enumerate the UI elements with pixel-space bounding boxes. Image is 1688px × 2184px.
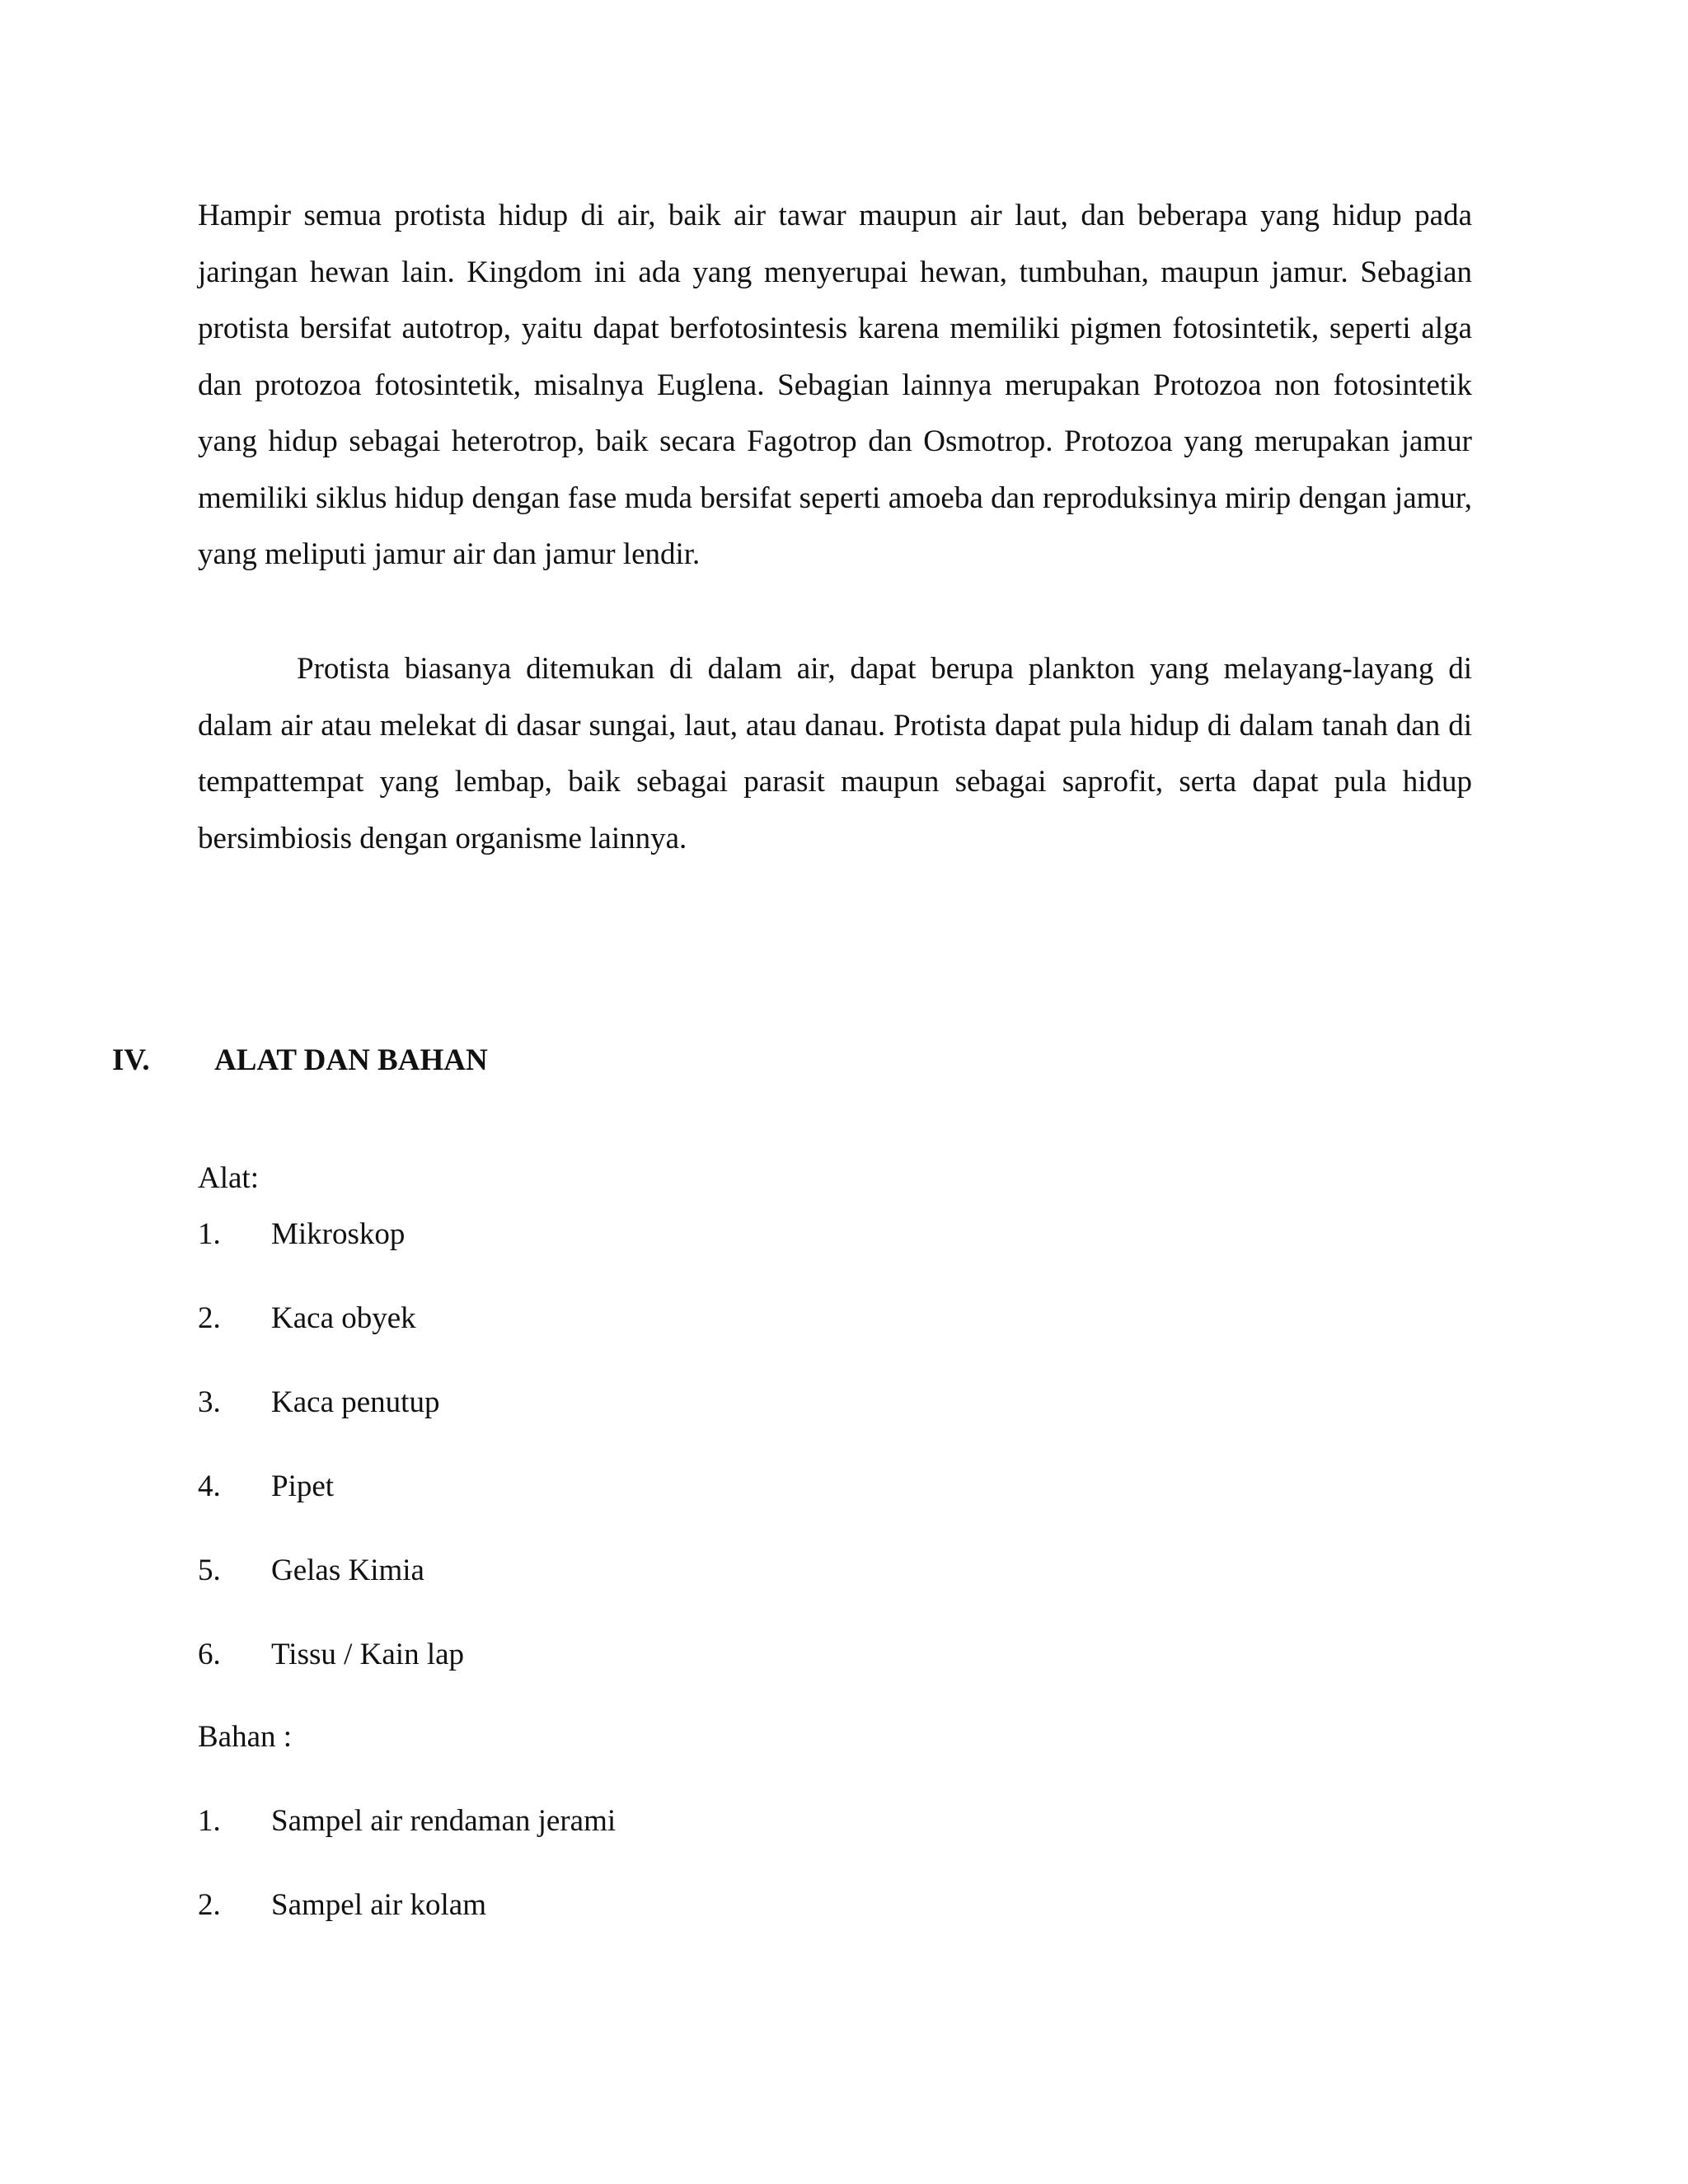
list-item-number: 1. bbox=[198, 1804, 221, 1838]
list-item bbox=[198, 1301, 464, 1337]
list-item-text: Sampel air kolam bbox=[271, 1888, 486, 1922]
list-item-number: 5. bbox=[198, 1554, 221, 1587]
list-item-text: Gelas Kimia bbox=[271, 1554, 424, 1587]
list-item bbox=[198, 1216, 464, 1253]
list-item-number: 1. bbox=[198, 1217, 221, 1251]
alat-label: Alat: bbox=[198, 1161, 259, 1195]
bahan-label: Bahan : bbox=[198, 1720, 293, 1754]
list-item-number: 4. bbox=[198, 1469, 221, 1503]
list-item-number: 2. bbox=[198, 1301, 221, 1335]
list-item bbox=[198, 1637, 464, 1673]
list-item bbox=[198, 1385, 464, 1421]
list-item bbox=[198, 1803, 616, 1840]
list-item bbox=[198, 1887, 616, 1924]
paragraph-protista-habitat: Hampir semua protista hidup di air, baik air tawar maupun air laut, dan beberapa yang hidup pada jaringan hewan lain. Kingdom ini ada yang menyerupai hewan, tumbuhan, maupun jamur. Sebagian protista bersifat autotrop, yaitu dapat berfotosintesis karena memiliki pigmen fotosintetik, seperti alga dan protozoa fotosintetik, misalnya Euglena. Sebagian lainnya merupakan Protozoa non fotosintetik yang hidup sebagai heterotrop, baik secara Fagotrop dan Osmotrop. Protozoa yang merupakan jamur memiliki siklus hidup dengan fase muda bersifat seperti amoeba dan reproduksinya mirip dengan jamur, yang meliputi jamur air dan jamur lendir. bbox=[198, 199, 1472, 571]
section-title: ALAT DAN BAHAN bbox=[214, 1043, 488, 1077]
list-item-text: Kaca penutup bbox=[271, 1385, 440, 1419]
alat-list bbox=[198, 1216, 464, 1721]
list-item-text: Mikroskop bbox=[271, 1217, 406, 1251]
list-item-text: Tissu / Kain lap bbox=[271, 1638, 465, 1671]
list-item-number: 6. bbox=[198, 1638, 221, 1671]
section-number: IV. bbox=[112, 1043, 150, 1077]
list-item-text: Kaca obyek bbox=[271, 1301, 416, 1335]
list-item bbox=[198, 1469, 464, 1505]
list-item bbox=[198, 1553, 464, 1589]
bahan-list bbox=[198, 1803, 616, 1971]
list-item-text: Pipet bbox=[271, 1469, 335, 1503]
paragraph-protista-location: Protista biasanya ditemukan di dalam air, dapat berupa plankton yang melayang-layang di dalam air atau melekat di dasar sungai, laut, atau danau. Protista dapat pula hidup di dalam tanah dan di tempattempat yang lembap, baik sebagai parasit maupun sebagai saprofit, serta dapat pula hidup bersimbiosis dengan organisme lainnya. bbox=[198, 652, 1472, 855]
list-item-text: Sampel air rendaman jerami bbox=[271, 1804, 617, 1838]
list-item-number: 3. bbox=[198, 1385, 221, 1419]
list-item-number: 2. bbox=[198, 1888, 221, 1922]
section-heading bbox=[112, 1043, 488, 1079]
